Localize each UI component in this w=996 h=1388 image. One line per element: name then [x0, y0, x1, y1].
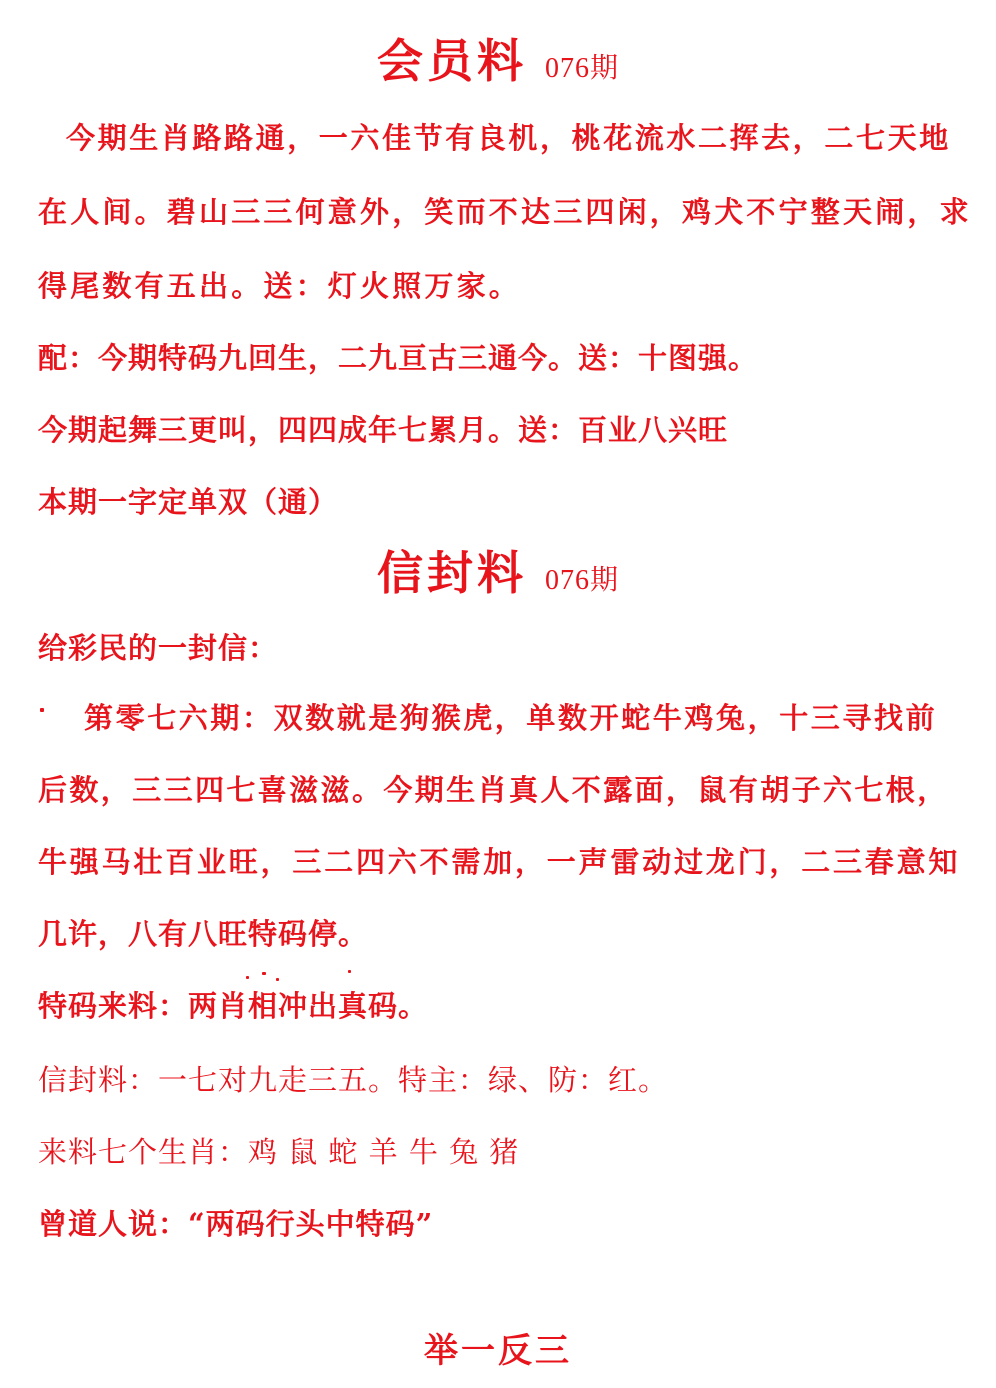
section-2-line: 给彩民的一封信：	[38, 631, 279, 665]
section-2-heading	[0, 546, 996, 600]
section-2-line: 曾道人说：“两码行头中特码”	[38, 1207, 434, 1241]
section-2-line: 第零七六期：双数就是狗猴虎，单数开蛇牛鸡兔，十三寻找前	[84, 701, 938, 735]
section-1-heading	[0, 34, 996, 88]
section-1-line: 得尾数有五出。送：灯火照万家。	[38, 269, 522, 303]
ink-speck	[246, 976, 249, 979]
section-2-issue: 076期	[544, 565, 619, 596]
section-1-issue: 076期	[544, 53, 619, 84]
section-2-line: 牛强马壮百业旺，三二四六不需加，一声雷动过龙门，二三春意知	[38, 845, 961, 879]
section-1-title: 会员料	[376, 34, 527, 88]
section-2-line: 特码来料：两肖相冲出真码。	[38, 989, 429, 1023]
ink-speck	[262, 972, 266, 975]
section-1-line: 今期起舞三更叫，四四成年七累月。送：百业八兴旺	[38, 413, 729, 447]
section-2-title: 信封料	[376, 546, 527, 600]
section-1-line: 本期一字定单双（通）	[38, 485, 339, 519]
ink-speck	[348, 970, 351, 973]
section-2-line: 信封料：一七对九走三五。特主：绿、防：红。	[38, 1063, 669, 1097]
ink-speck	[40, 708, 44, 712]
section-1-line: 配：今期特码九回生，二九亘古三通今。送：十图强。	[38, 341, 759, 375]
ink-speck	[276, 978, 279, 981]
section-1-line: 在人间。碧山三三何意外，笑而不达三四闲，鸡犬不宁整天闹，求	[38, 195, 972, 229]
section-2-line: 来料七个生肖：鸡 鼠 蛇 羊 牛 兔 猪	[38, 1135, 520, 1169]
section-2-line: 几许，八有八旺特码停。	[38, 917, 369, 951]
section-1-line: 今期生肖路路通，一六佳节有良机，桃花流水二挥去，二七天地	[66, 121, 951, 155]
section-2-line: 后数，三三四七喜滋滋。今期生肖真人不露面，鼠有胡子六七根，	[38, 773, 949, 807]
footer-title: 举一反三	[424, 1331, 572, 1371]
